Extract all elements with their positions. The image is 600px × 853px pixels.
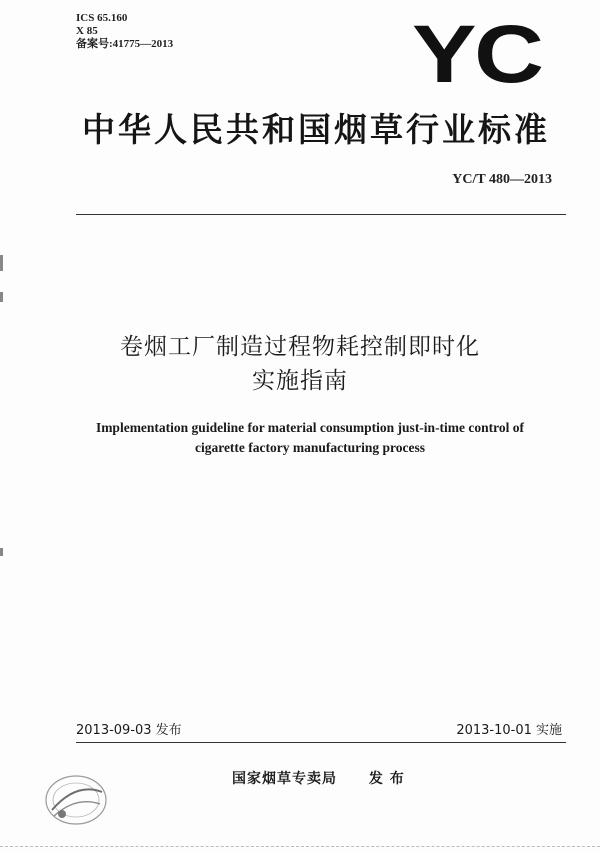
yc-logo: YC [412, 9, 542, 100]
effective-date: 2013-10-01 实施 [456, 723, 562, 738]
english-title-line-1: Implementation guideline for material consumption just-in-time control of [95, 420, 525, 435]
certification-stamp-icon [40, 770, 112, 830]
standard-number: YC/T 480—2013 [452, 172, 552, 187]
ics-code: ICS 65.160 [76, 12, 128, 24]
scan-edge-mark [0, 255, 3, 271]
publisher-name: 国家烟草专卖局 [232, 771, 337, 787]
classification-block [76, 12, 173, 51]
english-title-line-2: cigarette factory manufacturing process [194, 440, 426, 455]
english-title [40, 418, 580, 458]
publisher-verb: 发 布 [368, 771, 405, 787]
category-code: X 85 [76, 25, 98, 37]
publisher [232, 768, 405, 788]
bottom-divider [76, 742, 566, 743]
chinese-title [0, 330, 600, 398]
chinese-title-line-1: 卷烟工厂制造过程物耗控制即时化 [120, 334, 480, 360]
standard-category-title: 中华人民共和国烟草行业标准 [82, 110, 550, 149]
record-number: 备案号:41775—2013 [76, 38, 174, 50]
scan-bottom-edge [0, 846, 600, 847]
scan-edge-mark [0, 292, 3, 302]
scan-edge-mark [0, 548, 3, 556]
top-divider [76, 214, 566, 215]
chinese-title-line-2: 实施指南 [252, 368, 348, 394]
issue-date: 2013-09-03 发布 [76, 723, 182, 738]
